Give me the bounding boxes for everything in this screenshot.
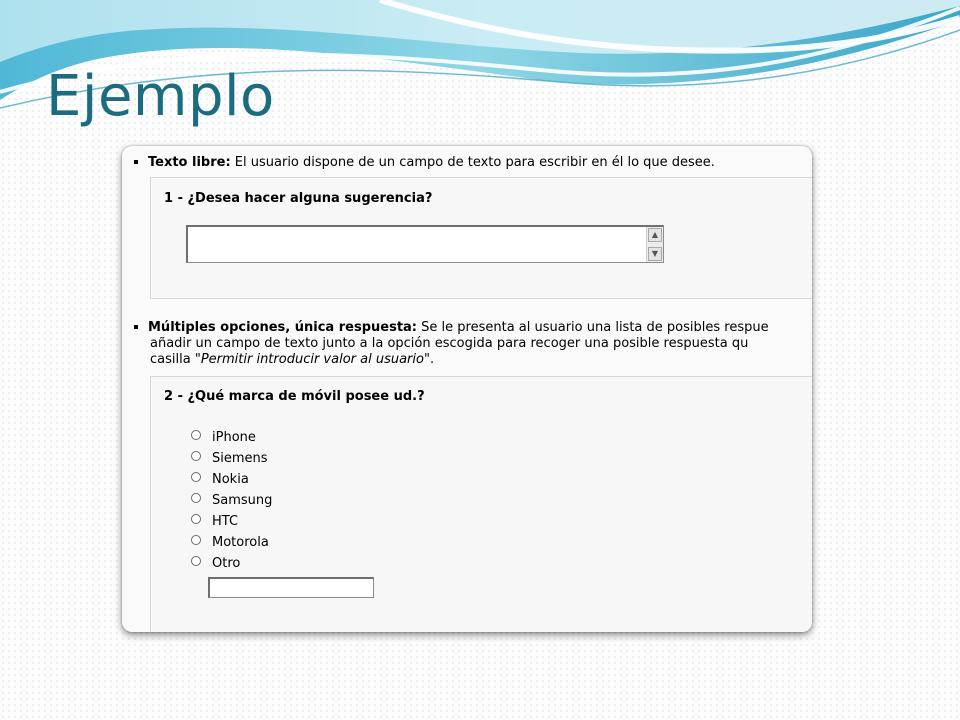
question-1-panel — [150, 177, 812, 299]
bullet-square-icon — [134, 325, 138, 329]
scroll-down-arrow-icon[interactable]: ▼ — [648, 247, 662, 261]
bullet-text: El usuario dispone de un campo de texto para escribir en él lo que desee. — [230, 155, 715, 170]
radio-option-motorola[interactable] — [191, 532, 272, 553]
scroll-up-arrow-icon[interactable]: ▲ — [648, 228, 662, 242]
bullet-text: Se le presenta al usuario una lista de posibles respue — [417, 320, 769, 335]
suggestion-textarea[interactable] — [186, 225, 664, 263]
radio-option-htc[interactable] — [191, 511, 272, 532]
question-2-title: 2 - ¿Qué marca de móvil posee ud.? — [164, 389, 425, 404]
radio-button[interactable] — [191, 493, 201, 503]
radio-label: Siemens — [212, 451, 268, 466]
radio-button[interactable] — [191, 535, 201, 545]
line3-suffix: ". — [423, 352, 435, 367]
radio-button[interactable] — [191, 451, 201, 461]
radio-label: iPhone — [212, 430, 256, 445]
radio-label: Samsung — [212, 493, 273, 508]
other-brand-input[interactable] — [208, 577, 374, 598]
radio-label: Otro — [212, 556, 241, 571]
radio-label: Motorola — [212, 535, 269, 550]
radio-button[interactable] — [191, 556, 201, 566]
radio-option-siemens[interactable] — [191, 448, 272, 469]
bullet-multiples-opciones — [134, 320, 769, 336]
bullet-text-line-3 — [150, 352, 434, 368]
form-screenshot — [122, 146, 812, 632]
bullet-square-icon — [134, 160, 138, 164]
line3-prefix: casilla " — [150, 352, 201, 367]
screenshot-card — [122, 146, 812, 632]
radio-label: Nokia — [212, 472, 249, 487]
line3-italic: Permitir introducir valor al usuario — [200, 352, 424, 367]
question-1-title: 1 - ¿Desea hacer alguna sugerencia? — [164, 191, 433, 206]
bullet-label: Múltiples opciones, única respuesta: — [148, 320, 418, 335]
bullet-label: Texto libre: — [148, 155, 231, 170]
radio-button[interactable] — [191, 430, 201, 440]
slide-title: Ejemplo — [46, 64, 275, 129]
radio-label: HTC — [212, 514, 239, 529]
textarea-scrollbar[interactable] — [646, 227, 663, 262]
radio-option-otro[interactable] — [191, 553, 272, 574]
radio-option-iphone[interactable] — [191, 427, 272, 448]
bullet-texto-libre — [134, 155, 715, 171]
radio-option-samsung[interactable] — [191, 490, 272, 511]
radio-options-list — [191, 427, 272, 574]
bullet-text-line-2: añadir un campo de texto junto a la opción escogida para recoger una posible respuesta qu — [150, 336, 749, 351]
radio-button[interactable] — [191, 472, 201, 482]
radio-button[interactable] — [191, 514, 201, 524]
radio-option-nokia[interactable] — [191, 469, 272, 490]
question-2-panel — [150, 376, 812, 632]
